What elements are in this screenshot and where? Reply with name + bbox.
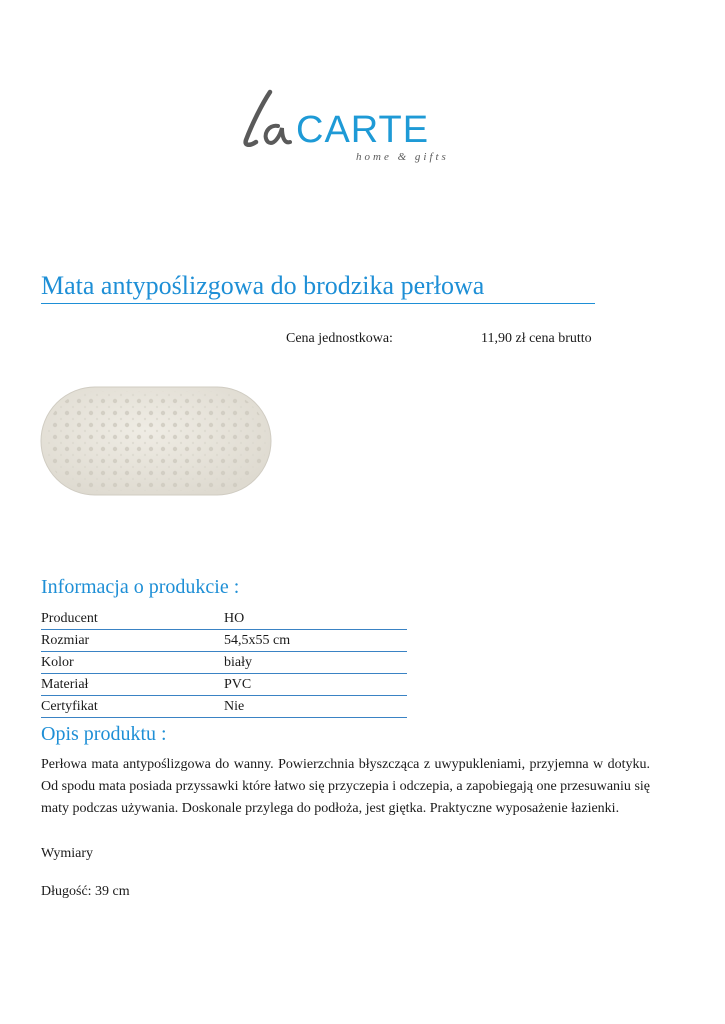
product-description: Perłowa mata antypoślizgowa do wanny. Powierzchnia błyszcząca z uwypukleniami, przyjemna w dotyku. Od spodu mata posiada przyssawki które łatwo się przyczepia i odczepia, a zapobiegają one przesuwaniu się maty podczas używania. Doskonale przylega do podłoża, jest giętka. Praktyczne wyposażenie łazienki. <box>41 757 650 816</box>
row-key: Producent <box>41 608 224 630</box>
logo-tagline: home & gifts <box>356 151 449 163</box>
product-info-heading: Informacja o produkcie : <box>41 576 240 598</box>
row-value: Nie <box>224 696 407 718</box>
lacarte-logo-graphic <box>238 84 453 166</box>
row-key: Rozmiar <box>41 630 224 652</box>
table-row <box>41 674 407 696</box>
product-description-heading: Opis produktu : <box>41 723 167 745</box>
dimensions-label: Wymiary <box>41 846 94 861</box>
price-value: 11,90 zł cena brutto <box>481 331 592 346</box>
brand-logo <box>238 84 453 166</box>
row-value: 54,5x55 cm <box>224 630 407 652</box>
product-info-table <box>41 608 407 718</box>
row-value: PVC <box>224 674 407 696</box>
length-value: Długość: 39 cm <box>41 884 130 899</box>
row-key: Certyfikat <box>41 696 224 718</box>
table-row <box>41 652 407 674</box>
table-row <box>41 696 407 718</box>
product-title: Mata antypoślizgowa do brodzika perłowa <box>41 270 595 304</box>
table-row <box>41 608 407 630</box>
price-label: Cena jednostkowa: <box>286 331 393 346</box>
row-key: Kolor <box>41 652 224 674</box>
bath-mat-illustration <box>37 383 275 499</box>
product-image <box>37 383 275 499</box>
table-row <box>41 630 407 652</box>
row-key: Materiał <box>41 674 224 696</box>
logo-wordmark: CARTE <box>296 109 430 151</box>
logo-swoosh-a <box>266 126 290 143</box>
row-value: biały <box>224 652 407 674</box>
row-value: HO <box>224 608 407 630</box>
